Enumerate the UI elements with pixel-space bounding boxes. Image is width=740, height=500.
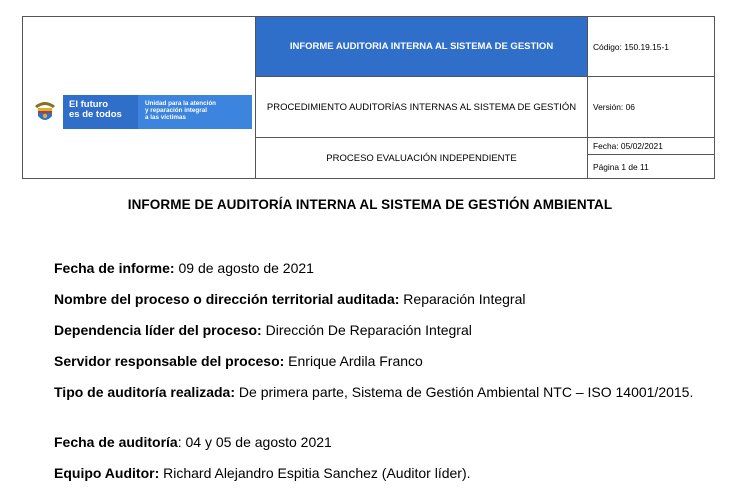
brand-slogan: El futuro es de todos: [63, 95, 138, 129]
version-cell: Versión: 06: [593, 102, 635, 112]
field-label: Nombre del proceso o dirección territorial auditada:: [54, 291, 400, 307]
report-date-field: [54, 259, 704, 277]
lead-dependency-field: [54, 321, 704, 339]
document-title: INFORME DE AUDITORÍA INTERNA AL SISTEMA DE GESTIÓN AMBIENTAL: [127, 197, 613, 212]
process-name-field: [54, 290, 704, 308]
field-value: Richard Alejandro Espitia Sanchez (Auditor líder).: [159, 465, 471, 481]
field-label: Tipo de auditoría realizada:: [54, 384, 236, 400]
field-value: De primera parte, Sistema de Gestión Ambiental NTC – ISO 14001/2015.: [235, 384, 694, 400]
field-label: Fecha de informe:: [54, 260, 175, 276]
field-label: Equipo Auditor:: [54, 465, 160, 481]
audit-team-field: [54, 464, 704, 482]
procedure-cell: PROCEDIMIENTO AUDITORÍAS INTERNAS AL SISTEMA DE GESTIÓN: [266, 101, 577, 113]
audit-date-field: [54, 433, 704, 451]
page-cell: Página 1 de 11: [593, 161, 649, 172]
report-title-cell: INFORME AUDITORIA INTERNA AL SISTEMA DE GESTION: [256, 17, 587, 76]
unit-name: Unidad para la atención y reparación integral a las víctimas: [138, 95, 252, 129]
document-header-table: [22, 16, 715, 179]
field-value: Enrique Ardila Franco: [284, 353, 423, 369]
field-label: Fecha de auditoría: [54, 434, 178, 450]
responsible-field: [54, 352, 704, 370]
date-cell: Fecha: 05/02/2021: [593, 141, 663, 151]
field-value: : 04 y 05 de agosto 2021: [177, 434, 332, 450]
field-value: 09 de agosto de 2021: [174, 260, 314, 276]
field-label: Dependencia líder del proceso:: [54, 322, 262, 338]
audit-type-field: [54, 383, 694, 401]
coat-of-arms-icon: [27, 95, 63, 129]
field-value: Dirección De Reparación Integral: [261, 322, 472, 338]
logo-cell: [23, 17, 255, 178]
field-value: Reparación Integral: [399, 291, 526, 307]
code-cell: Código: 150.19.15-1: [593, 41, 669, 52]
institution-logo: [27, 95, 252, 129]
process-cell: PROCESO EVALUACIÓN INDEPENDIENTE: [326, 152, 517, 164]
field-label: Servidor responsable del proceso:: [54, 353, 285, 369]
